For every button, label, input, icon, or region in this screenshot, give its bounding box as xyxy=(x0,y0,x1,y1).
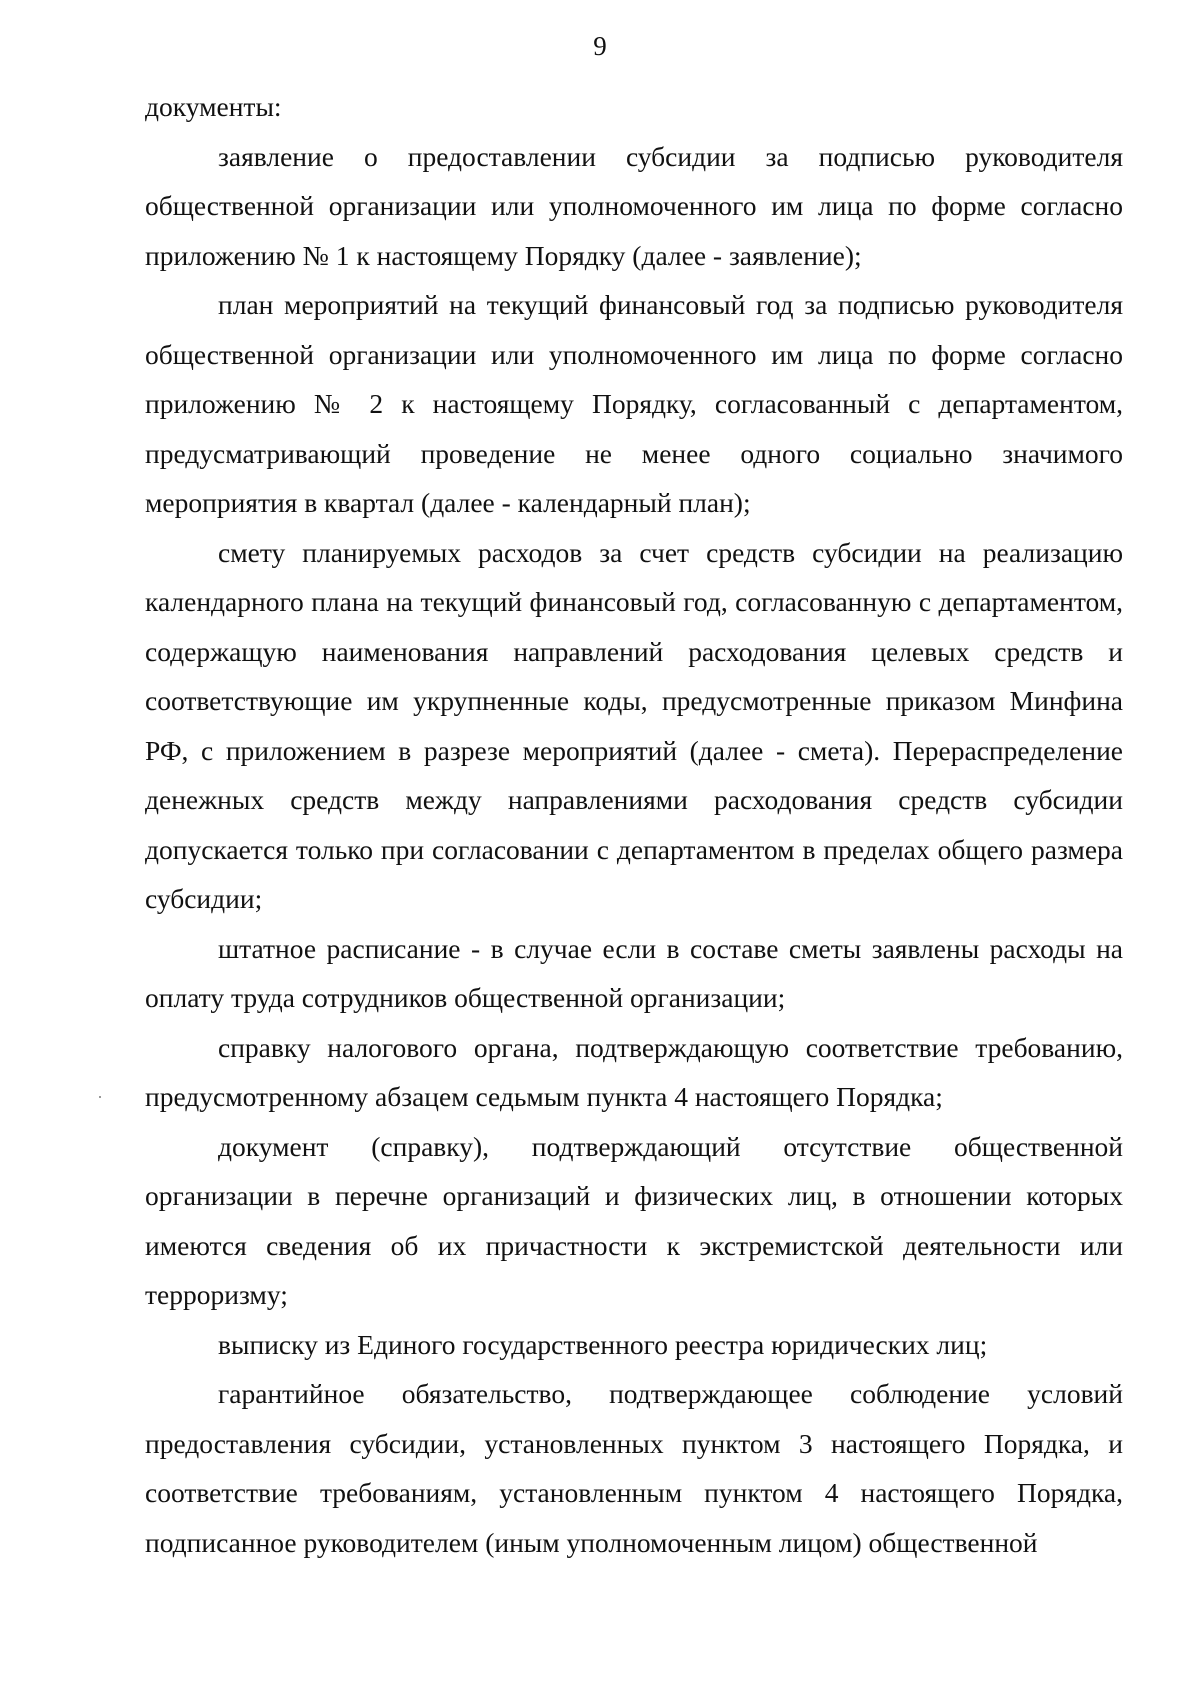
page-number: 9 xyxy=(593,31,607,61)
scan-speck xyxy=(99,1096,101,1098)
paragraph-event-plan: план мероприятий на текущий финансовый год за подписью руководителя общественной организации или уполномоченного им лица по форме согласно приложению № 2 к настоящему Порядку, согласованный с департаментом, предусматривающий проведение не менее одного социально значимого мероприятия в квартал (далее - календарный план); xyxy=(145,289,1123,518)
paragraph-guarantee-obligation: гарантийное обязательство, подтверждающее соблюдение условий предоставления субсидии, установленных пунктом 3 настоящего Порядка, и соответствие требованиям, установленным пунктом 4 настоящего Порядка, подписанное руководителем (иным уполномоченным лицом) общественной xyxy=(145,1378,1123,1558)
document-body xyxy=(145,82,1123,1567)
paragraph-documents-heading: документы: xyxy=(145,91,282,122)
paragraph-tax-certificate: справку налогового органа, подтверждающую соответствие требованию, предусмотренному абзацем седьмым пункта 4 настоящего Порядка; xyxy=(145,1031,1123,1112)
paragraph-staff-schedule: штатное расписание - в случае если в составе сметы заявлены расходы на оплату труда сотрудников общественной организации; xyxy=(145,932,1123,1013)
paragraph-application: заявление о предоставлении субсидии за подписью руководителя общественной организации или уполномоченного им лица по форме согласно приложению № 1 к настоящему Порядку (далее - заявление); xyxy=(145,140,1123,271)
paragraph-cost-estimate: смету планируемых расходов за счет средств субсидии на реализацию календарного плана на текущий финансовый год, согласованную с департаментом, содержащую наименования направлений расходования целевых средств и соответствующие им укрупненные коды, предусмотренные приказом Минфина РФ, с приложением в разрезе мероприятий (далее - смета). Перераспределение денежных средств между направлениями расходования средств субсидии допускается только при согласовании с департаментом в пределах общего размера субсидии; xyxy=(145,536,1123,914)
paragraph-extremism-certificate: документ (справку), подтверждающий отсутствие общественной организации в перечне организаций и физических лиц, в отношении которых имеются сведения об их причастности к экстремистской деятельности или терроризму; xyxy=(145,1130,1123,1310)
paragraph-registry-extract: выписку из Единого государственного реестра юридических лиц; xyxy=(218,1328,988,1360)
